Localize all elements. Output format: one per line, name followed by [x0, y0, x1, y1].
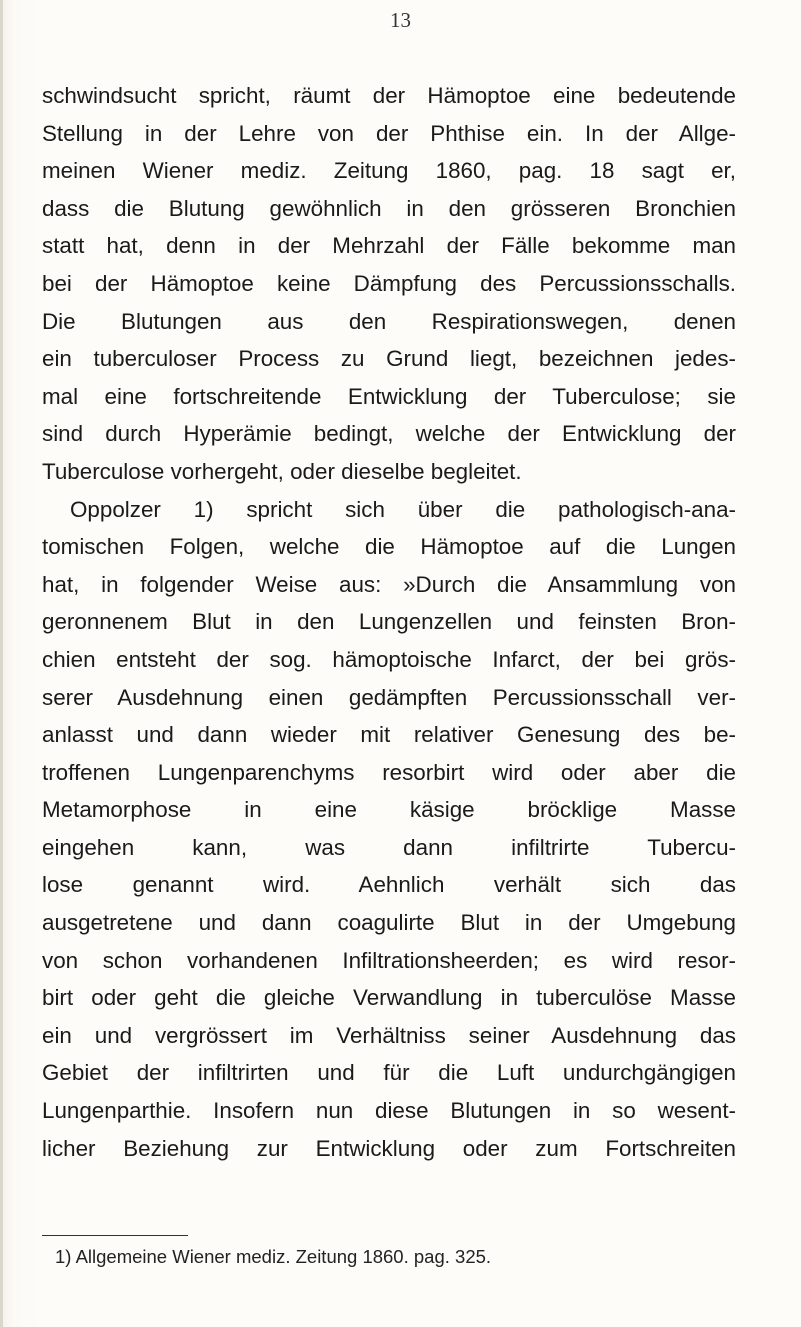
text-line: birt oder geht die gleiche Verwandlung in tuberculöse Masse: [42, 985, 736, 1011]
text-line: Lungenparthie. Insofern nun diese Blutungen in so wesent-: [42, 1098, 736, 1124]
footnote-divider: [42, 1235, 188, 1236]
text-line: sind durch Hyperämie bedingt, welche der Entwicklung der: [42, 421, 736, 447]
text-line: mal eine fortschreitende Entwicklung der Tuberculose; sie: [42, 383, 736, 409]
text-line: Die Blutungen aus den Respirationswegen, denen: [42, 308, 736, 334]
text-line: ein und vergrössert im Verhältniss seiner Ausdehnung das: [42, 1022, 736, 1048]
text-line: dass die Blutung gewöhnlich in den grösseren Bronchien: [42, 195, 736, 221]
text-line: ausgetretene und dann coagulirte Blut in der Umgebung: [42, 910, 736, 936]
text-line: Stellung in der Lehre von der Phthise ein. In der Allge-: [42, 120, 736, 146]
text-line: licher Beziehung zur Entwicklung oder zum Fortschreiten: [42, 1135, 736, 1161]
page-edge-shadow: [0, 0, 3, 1327]
footnote: 1) Allgemeine Wiener mediz. Zeitung 1860. pag. 325.: [55, 1246, 492, 1267]
text-line: anlasst und dann wieder mit relativer Genesung des be-: [42, 722, 736, 748]
text-line: lose genannt wird. Aehnlich verhält sich das: [42, 872, 736, 898]
text-line: ein tuberculoser Process zu Grund liegt, bezeichnen jedes-: [42, 346, 736, 372]
text-line: geronnenem Blut in den Lungenzellen und feinsten Bron-: [42, 609, 736, 635]
text-line: tomischen Folgen, welche die Hämoptoe auf die Lungen: [42, 534, 736, 560]
text-line: bei der Hämoptoe keine Dämpfung des Percussionsschalls.: [42, 270, 736, 296]
text-line: statt hat, denn in der Mehrzahl der Fälle bekomme man: [42, 233, 736, 259]
body-text: [42, 77, 736, 1167]
text-line: Tuberculose vorhergeht, oder dieselbe begleitet.: [42, 458, 522, 484]
text-line: Oppolzer 1) spricht sich über die pathologisch-ana-: [70, 496, 736, 522]
text-line: chien entsteht der sog. hämoptoische Infarct, der bei grös-: [42, 646, 736, 672]
text-line: Gebiet der infiltrirten und für die Luft undurchgängigen: [42, 1060, 736, 1086]
page-number: 13: [390, 8, 411, 32]
text-line: hat, in folgender Weise aus: »Durch die Ansammlung von: [42, 571, 736, 597]
text-line: troffenen Lungenparenchyms resorbirt wird oder aber die: [42, 759, 736, 785]
text-line: schwindsucht spricht, räumt der Hämoptoe eine bedeutende: [42, 83, 736, 108]
text-line: Metamorphose in eine käsige bröcklige Masse: [42, 797, 736, 823]
text-line: von schon vorhandenen Infiltrationsheerden; es wird resor-: [42, 947, 736, 973]
text-line: serer Ausdehnung einen gedämpften Percussionsschall ver-: [42, 684, 736, 710]
text-line: meinen Wiener mediz. Zeitung 1860, pag. 18 sagt er,: [42, 158, 736, 184]
text-line: eingehen kann, was dann infiltrirte Tubercu-: [42, 834, 736, 860]
